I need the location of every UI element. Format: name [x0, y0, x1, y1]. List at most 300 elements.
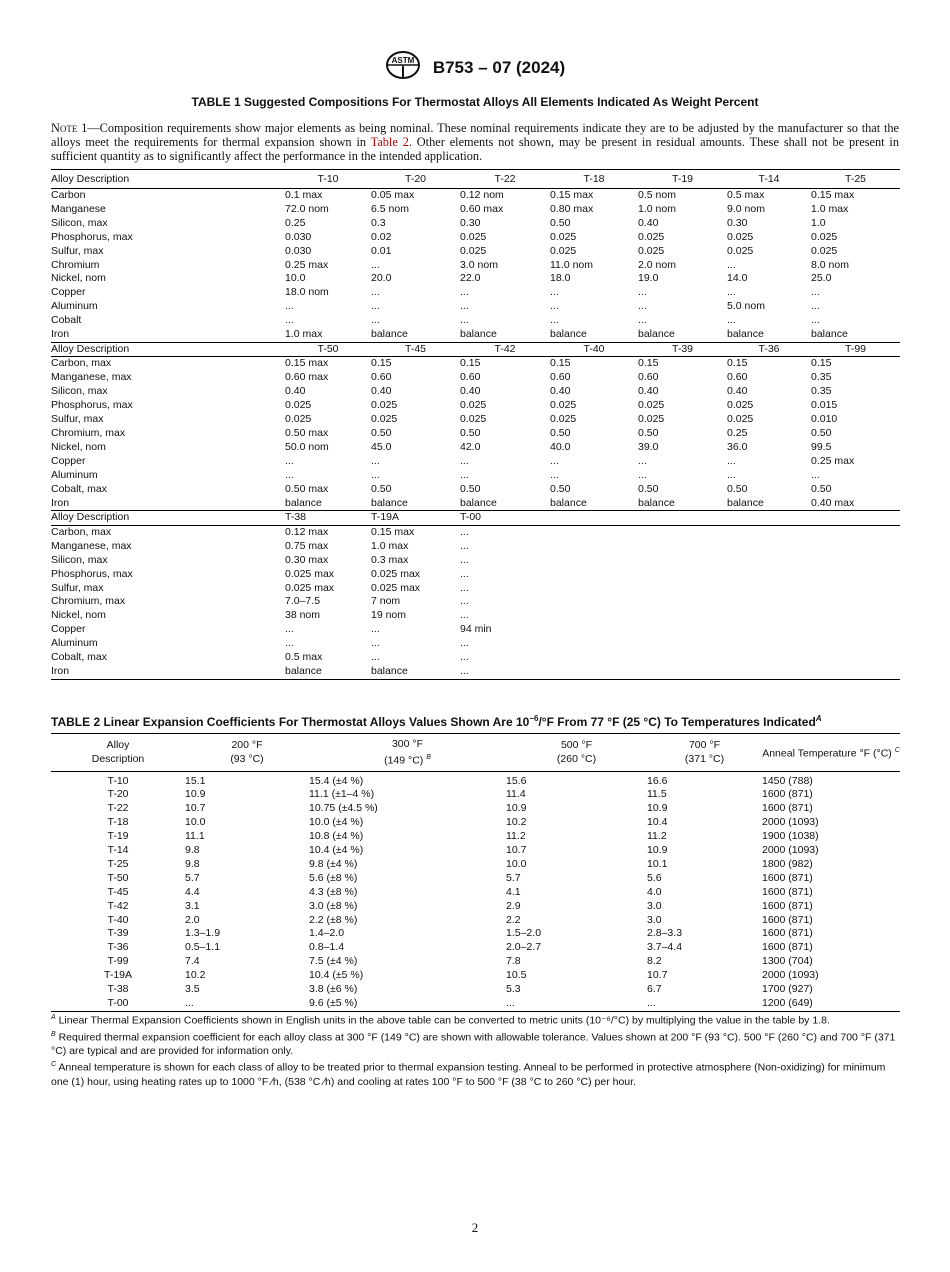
coefficient-value: 10.8 (±4 %) [309, 830, 364, 843]
coefficient-value: 10.0 [506, 857, 527, 870]
composition-value: 0.025 [371, 413, 398, 426]
coefficient-value: 9.8 [185, 857, 200, 870]
composition-value: ... [460, 286, 469, 299]
composition-value: ... [550, 314, 559, 327]
element-name: Aluminum [51, 637, 98, 650]
table1-row [51, 328, 900, 342]
composition-value: ... [285, 300, 294, 313]
composition-value: balance [371, 665, 408, 677]
composition-value: 0.5 max [285, 651, 323, 664]
coefficient-value: 1.5–2.0 [506, 927, 542, 940]
composition-value: 0.50 [638, 482, 659, 495]
composition-value: ... [371, 454, 380, 467]
alloy-column-header: T-22 [460, 170, 550, 189]
alloy-name: T-40 [107, 913, 129, 926]
composition-value: 0.60 [460, 371, 481, 384]
element-name: Cobalt, max [51, 482, 108, 495]
composition-value: ... [811, 468, 820, 481]
composition-value: 0.80 max [550, 202, 594, 215]
table1-row [51, 582, 900, 596]
coefficient-value: 10.0 (±4 %) [309, 816, 364, 829]
coefficient-value: 15.6 [506, 774, 527, 787]
coefficient-value: 10.0 [185, 816, 206, 829]
composition-value: ... [460, 539, 469, 552]
composition-value: 0.025 [727, 413, 754, 426]
coefficient-value: 3.8 (±6 %) [309, 983, 358, 996]
table2-column-header: 700 °F (371 °C) [647, 734, 762, 772]
composition-value: 1.0 max [811, 202, 849, 215]
alloy-column-header: T-18 [550, 170, 638, 189]
element-name: Iron [51, 496, 70, 509]
composition-value: 0.025 [550, 413, 577, 426]
coefficient-value: 10.7 [506, 844, 527, 857]
composition-value: 0.12 nom [460, 189, 504, 201]
coefficient-value: 6.7 [647, 983, 662, 996]
table2-row [51, 802, 900, 816]
composition-value [550, 595, 638, 609]
element-name: Aluminum [51, 468, 98, 481]
composition-value: ... [460, 581, 469, 594]
element-name: Sulfur, max [51, 413, 104, 426]
table1-row [51, 497, 900, 511]
composition-value: 0.35 [811, 385, 832, 398]
composition-value: ... [460, 454, 469, 467]
composition-value: 0.25 max [811, 454, 855, 467]
composition-value: 18.0 nom [285, 286, 329, 299]
composition-value: ... [371, 637, 380, 650]
composition-value: ... [727, 286, 736, 299]
composition-value: 19.0 [638, 272, 659, 285]
composition-value: 0.50 [811, 427, 832, 439]
alloy-column-header: T-36 [727, 342, 811, 357]
composition-value [811, 540, 900, 554]
composition-value [550, 525, 638, 539]
composition-value: ... [638, 314, 647, 327]
composition-value: 0.030 [285, 244, 312, 257]
table1-row [51, 554, 900, 568]
coefficient-value: 4.1 [506, 885, 521, 898]
coefficient-value: 8.2 [647, 955, 662, 968]
table1-row [51, 371, 900, 385]
element-name: Nickel, nom [51, 440, 106, 453]
alloy-name: T-36 [107, 941, 129, 954]
table1-row [51, 385, 900, 399]
composition-value: 18.0 [550, 272, 571, 285]
table1-row [51, 413, 900, 427]
coefficient-value: 5.3 [506, 983, 521, 996]
coefficient-value: 2.2 [506, 913, 521, 926]
composition-value: 0.025 [371, 399, 398, 412]
composition-value: 0.015 [811, 399, 838, 412]
composition-value: balance [371, 496, 408, 509]
composition-value [727, 525, 811, 539]
composition-value: 0.025 [638, 399, 665, 412]
alloy-column-header: T-99 [811, 342, 900, 357]
coefficient-value: 0.8–1.4 [309, 941, 345, 954]
composition-value [727, 595, 811, 609]
composition-value: 0.3 [371, 216, 386, 229]
table2-row [51, 886, 900, 900]
alloy-column-header: T-25 [811, 170, 900, 189]
element-name: Sulfur, max [51, 581, 104, 594]
composition-value: 0.75 max [285, 539, 329, 552]
coefficient-value: 10.7 [647, 969, 668, 982]
coefficient-value: 9.8 (±4 %) [309, 857, 358, 870]
coefficient-value: 1600 (871) [762, 788, 813, 801]
alloy-column-header: T-10 [285, 170, 371, 189]
element-name: Manganese, max [51, 371, 132, 384]
composition-value [727, 568, 811, 582]
composition-value: balance [285, 665, 322, 677]
composition-value [638, 525, 727, 539]
coefficient-value: 1450 (788) [762, 774, 813, 787]
composition-value: 38 nom [285, 609, 321, 622]
coefficient-value: 10.5 [506, 969, 527, 982]
composition-value: 0.025 [811, 230, 838, 243]
coefficient-value: 10.1 [647, 857, 668, 870]
element-name: Iron [51, 665, 70, 677]
coefficient-value: 5.7 [506, 871, 521, 884]
composition-value: 0.15 [371, 357, 392, 370]
composition-value [811, 582, 900, 596]
composition-value: ... [460, 553, 469, 566]
composition-value: 0.025 [550, 230, 577, 243]
composition-value: 5.0 nom [727, 300, 765, 313]
composition-value: 0.60 [371, 371, 392, 384]
table2-row [51, 900, 900, 914]
composition-value [550, 554, 638, 568]
table1-row [51, 203, 900, 217]
composition-value: 0.5 max [727, 189, 765, 201]
composition-value: 0.15 [550, 357, 571, 370]
coefficient-value: 2000 (1093) [762, 969, 819, 982]
table1-row [51, 568, 900, 582]
element-name: Chromium, max [51, 427, 126, 439]
element-name: Cobalt, max [51, 651, 108, 664]
composition-value: 0.15 [638, 357, 659, 370]
table2-column-header: 200 °F (93 °C) [185, 734, 309, 772]
coefficient-value: 2.0 [185, 913, 200, 926]
element-name: Phosphorus, max [51, 567, 133, 580]
composition-value: 39.0 [638, 440, 659, 453]
coefficient-value: 9.6 (±5 %) [309, 997, 358, 1009]
table2-reference-link[interactable]: Table 2 [370, 135, 409, 149]
composition-value [638, 651, 727, 665]
composition-value: 3.0 nom [460, 258, 498, 271]
composition-value: ... [727, 454, 736, 467]
table2-row [51, 844, 900, 858]
composition-value: ... [727, 258, 736, 271]
composition-value: balance [371, 328, 408, 341]
coefficient-value: 7.4 [185, 955, 200, 968]
table1-row [51, 609, 900, 623]
table1-row [51, 357, 900, 371]
composition-value: ... [285, 314, 294, 327]
table2-column-header: Alloy Description [51, 734, 185, 772]
element-name: Silicon, max [51, 553, 108, 566]
composition-value [727, 637, 811, 651]
alloy-name: T-10 [107, 774, 129, 787]
composition-value [727, 609, 811, 623]
coefficient-value: 16.6 [647, 774, 668, 787]
composition-value: 11.0 nom [550, 258, 593, 271]
element-name: Carbon, max [51, 357, 112, 370]
composition-value [811, 609, 900, 623]
composition-value [638, 540, 727, 554]
alloy-column-header [550, 511, 638, 526]
element-name: Cobalt [51, 314, 82, 327]
composition-value: 0.50 [460, 482, 481, 495]
table2-row [51, 997, 900, 1011]
composition-value: balance [460, 496, 497, 509]
composition-value: 99.5 [811, 440, 832, 453]
table1-row [51, 245, 900, 259]
coefficient-value: 2.8–3.3 [647, 927, 683, 940]
element-name: Carbon, max [51, 525, 112, 538]
coefficient-value: 7.8 [506, 955, 521, 968]
composition-value: 0.02 [371, 230, 392, 243]
coefficient-value: 10.4 (±4 %) [309, 844, 364, 857]
coefficient-value: 0.5–1.1 [185, 941, 221, 954]
table1-compositions [51, 169, 900, 680]
composition-value: 0.50 [550, 482, 571, 495]
composition-value [638, 595, 727, 609]
coefficient-value: 1700 (927) [762, 983, 813, 996]
composition-value: 42.0 [460, 440, 481, 453]
coefficient-value: 3.0 [647, 913, 662, 926]
composition-value: 0.025 [460, 413, 487, 426]
coefficient-value: 15.4 (±4 %) [309, 774, 364, 787]
alloy-name: T-14 [107, 844, 129, 857]
composition-value: 0.40 [727, 385, 748, 398]
table2-row [51, 872, 900, 886]
composition-value: 0.025 max [371, 581, 421, 594]
table2-row [51, 955, 900, 969]
composition-value: 0.15 max [811, 189, 855, 201]
composition-value [550, 623, 638, 637]
composition-value: 0.40 [460, 385, 481, 398]
composition-value: 45.0 [371, 440, 392, 453]
composition-value [638, 623, 727, 637]
table1-row [51, 272, 900, 286]
coefficient-value: 3.0 (±8 %) [309, 899, 358, 912]
alloy-description-header: Alloy Description [51, 511, 285, 526]
composition-value: 0.60 [638, 371, 659, 384]
composition-value: ... [460, 314, 469, 327]
table1-row [51, 427, 900, 441]
composition-value: ... [460, 665, 469, 677]
composition-value [550, 651, 638, 665]
composition-value [811, 554, 900, 568]
composition-value: 0.50 [550, 427, 571, 439]
astm-logo-icon [385, 50, 421, 85]
composition-value: 0.35 [811, 371, 832, 384]
element-name: Chromium [51, 258, 100, 271]
composition-value [638, 554, 727, 568]
composition-value: 0.025 [285, 399, 312, 412]
coefficient-value: 10.4 (±5 %) [309, 969, 364, 982]
composition-value [638, 665, 727, 679]
composition-value: 0.25 [727, 427, 748, 439]
coefficient-value: 1300 (704) [762, 955, 813, 968]
coefficient-value: 2000 (1093) [762, 816, 819, 829]
composition-value [550, 609, 638, 623]
composition-value: balance [638, 328, 675, 341]
composition-value: 0.40 max [811, 496, 855, 509]
table2-column-header: 300 °F (149 °C) $^B$ [309, 734, 506, 772]
table2-row [51, 816, 900, 830]
table2-footnotes [51, 1011, 900, 1089]
element-name: Copper [51, 286, 86, 299]
composition-value: ... [811, 286, 820, 299]
composition-value: ... [550, 300, 559, 313]
coefficient-value: 1200 (649) [762, 997, 813, 1009]
composition-value: balance [727, 496, 764, 509]
coefficient-value: 1600 (871) [762, 885, 813, 898]
table2-row [51, 941, 900, 955]
composition-value: 0.15 [727, 357, 748, 370]
composition-value: ... [371, 286, 380, 299]
composition-value: 0.3 max [371, 553, 409, 566]
coefficient-value: 10.7 [185, 802, 206, 815]
table1-title: TABLE 1 Suggested Compositions For Thermostat Alloys All Elements Indicated As Weight Percent [191, 95, 759, 109]
element-name: Iron [51, 328, 70, 341]
coefficient-value: 11.1 (±1–4 %) [309, 788, 375, 801]
alloy-column-header: T-19 [638, 170, 727, 189]
composition-value: balance [638, 496, 675, 509]
coefficient-value: 10.9 [647, 802, 668, 815]
composition-value: 1.0 max [371, 539, 409, 552]
element-name: Phosphorus, max [51, 230, 133, 243]
composition-value: 10.0 [285, 272, 306, 285]
composition-value: ... [550, 468, 559, 481]
note-label: Note 1 [51, 121, 88, 135]
composition-value: ... [811, 314, 820, 327]
element-name: Nickel, nom [51, 609, 106, 622]
composition-value: ... [371, 314, 380, 327]
composition-value: 0.50 [638, 427, 659, 439]
composition-value: 25.0 [811, 272, 832, 285]
composition-value: ... [811, 300, 820, 313]
coefficient-value: 15.1 [185, 774, 206, 787]
composition-value [638, 582, 727, 596]
composition-value [811, 525, 900, 539]
composition-value: ... [460, 567, 469, 580]
composition-value: balance [550, 496, 587, 509]
composition-value: 0.50 [371, 482, 392, 495]
composition-value: 0.50 [811, 482, 832, 495]
table1-row [51, 455, 900, 469]
table1-row [51, 540, 900, 554]
footnote: $^C$ Anneal temperature is shown for each class of alloy to be treated prior to thermal expansion testing. Anneal to be performed in protective atmosphere (Non-oxidizing) for minimum one (1) hour, using heating rates up to 1000 °F ⁄h, (538 °C ⁄h) and cooling at rates 100 °F to 500 °F (38 °C to 260 °C) per hour. [51, 1061, 886, 1088]
composition-value: ... [371, 623, 380, 636]
composition-value: balance [460, 328, 497, 341]
table1-row [51, 399, 900, 413]
composition-value [727, 554, 811, 568]
composition-value: 1.0 [811, 216, 826, 229]
alloy-name: T-39 [107, 927, 129, 940]
alloy-name: T-45 [107, 885, 129, 898]
composition-value: ... [638, 468, 647, 481]
composition-value: 0.025 [460, 244, 487, 257]
table1-note [51, 121, 899, 163]
coefficient-value: 3.5 [185, 983, 200, 996]
composition-value [811, 637, 900, 651]
composition-value [811, 665, 900, 679]
composition-value: ... [460, 468, 469, 481]
composition-value: ... [285, 623, 294, 636]
composition-value: ... [460, 651, 469, 664]
coefficient-value: 11.1 [185, 830, 205, 843]
alloy-column-header: T-45 [371, 342, 460, 357]
composition-value: 0.025 [638, 244, 665, 257]
table1-row [51, 259, 900, 273]
alloy-column-header: T-50 [285, 342, 371, 357]
alloy-column-header: T-20 [371, 170, 460, 189]
coefficient-value: 5.6 [647, 871, 662, 884]
table1-row [51, 595, 900, 609]
coefficient-value: 2.0–2.7 [506, 941, 542, 954]
composition-value: 0.30 [727, 216, 748, 229]
composition-value: balance [285, 496, 322, 509]
coefficient-value: 1.3–1.9 [185, 927, 221, 940]
alloy-name: T-18 [107, 816, 129, 829]
composition-value: 94 min [460, 623, 492, 636]
composition-value: 0.15 [460, 357, 481, 370]
alloy-name: T-42 [107, 899, 129, 912]
alloy-column-header: T-00 [460, 511, 550, 526]
composition-value: 0.40 [638, 385, 659, 398]
element-name: Nickel, nom [51, 272, 106, 285]
element-name: Aluminum [51, 300, 98, 313]
composition-value: 0.60 max [285, 371, 329, 384]
composition-value: balance [811, 328, 848, 341]
coefficient-value: 4.3 (±8 %) [309, 885, 358, 898]
alloy-name: T-20 [107, 788, 129, 801]
element-name: Chromium, max [51, 595, 126, 608]
composition-value: 0.025 [638, 230, 665, 243]
composition-value: 0.40 [285, 385, 306, 398]
composition-value: 7.0–7.5 [285, 595, 321, 608]
composition-value [550, 568, 638, 582]
composition-value: 0.15 [811, 357, 832, 370]
composition-value: 0.025 [285, 413, 312, 426]
table2-column-header: 500 °F (260 °C) [506, 734, 647, 772]
composition-value [811, 595, 900, 609]
composition-value: 0.025 [550, 244, 577, 257]
coefficient-value: 1600 (871) [762, 871, 813, 884]
composition-value: 0.025 [811, 244, 838, 257]
document-id: B753 – 07 (2024) [432, 57, 566, 77]
composition-value: 0.60 [550, 371, 571, 384]
table2-column-header: Anneal Temperature °F (°C) $^C$ [762, 734, 900, 772]
table1-header-row [51, 342, 900, 357]
page-number: 2 [471, 1220, 479, 1235]
composition-value: ... [285, 637, 294, 650]
alloy-name: T-22 [107, 802, 129, 815]
footnote: $^B$ Required thermal expansion coefficient for each alloy class at 300 °F (149 °C) are shown with allowable tolerance. Values shown at 200 °F (93 °C). 500 °F (260 °C) and 700 °F (371 °C) are typical and are provided for information only. [51, 1030, 896, 1057]
table1-row [51, 286, 900, 300]
composition-value: 0.025 [460, 399, 487, 412]
composition-value: 19 nom [371, 609, 407, 622]
coefficient-value: 10.2 [506, 816, 527, 829]
table2-row [51, 858, 900, 872]
composition-value: ... [727, 468, 736, 481]
composition-value: ... [371, 258, 380, 271]
document-header [0, 50, 950, 85]
table1-row [51, 441, 900, 455]
table2-row [51, 969, 900, 983]
